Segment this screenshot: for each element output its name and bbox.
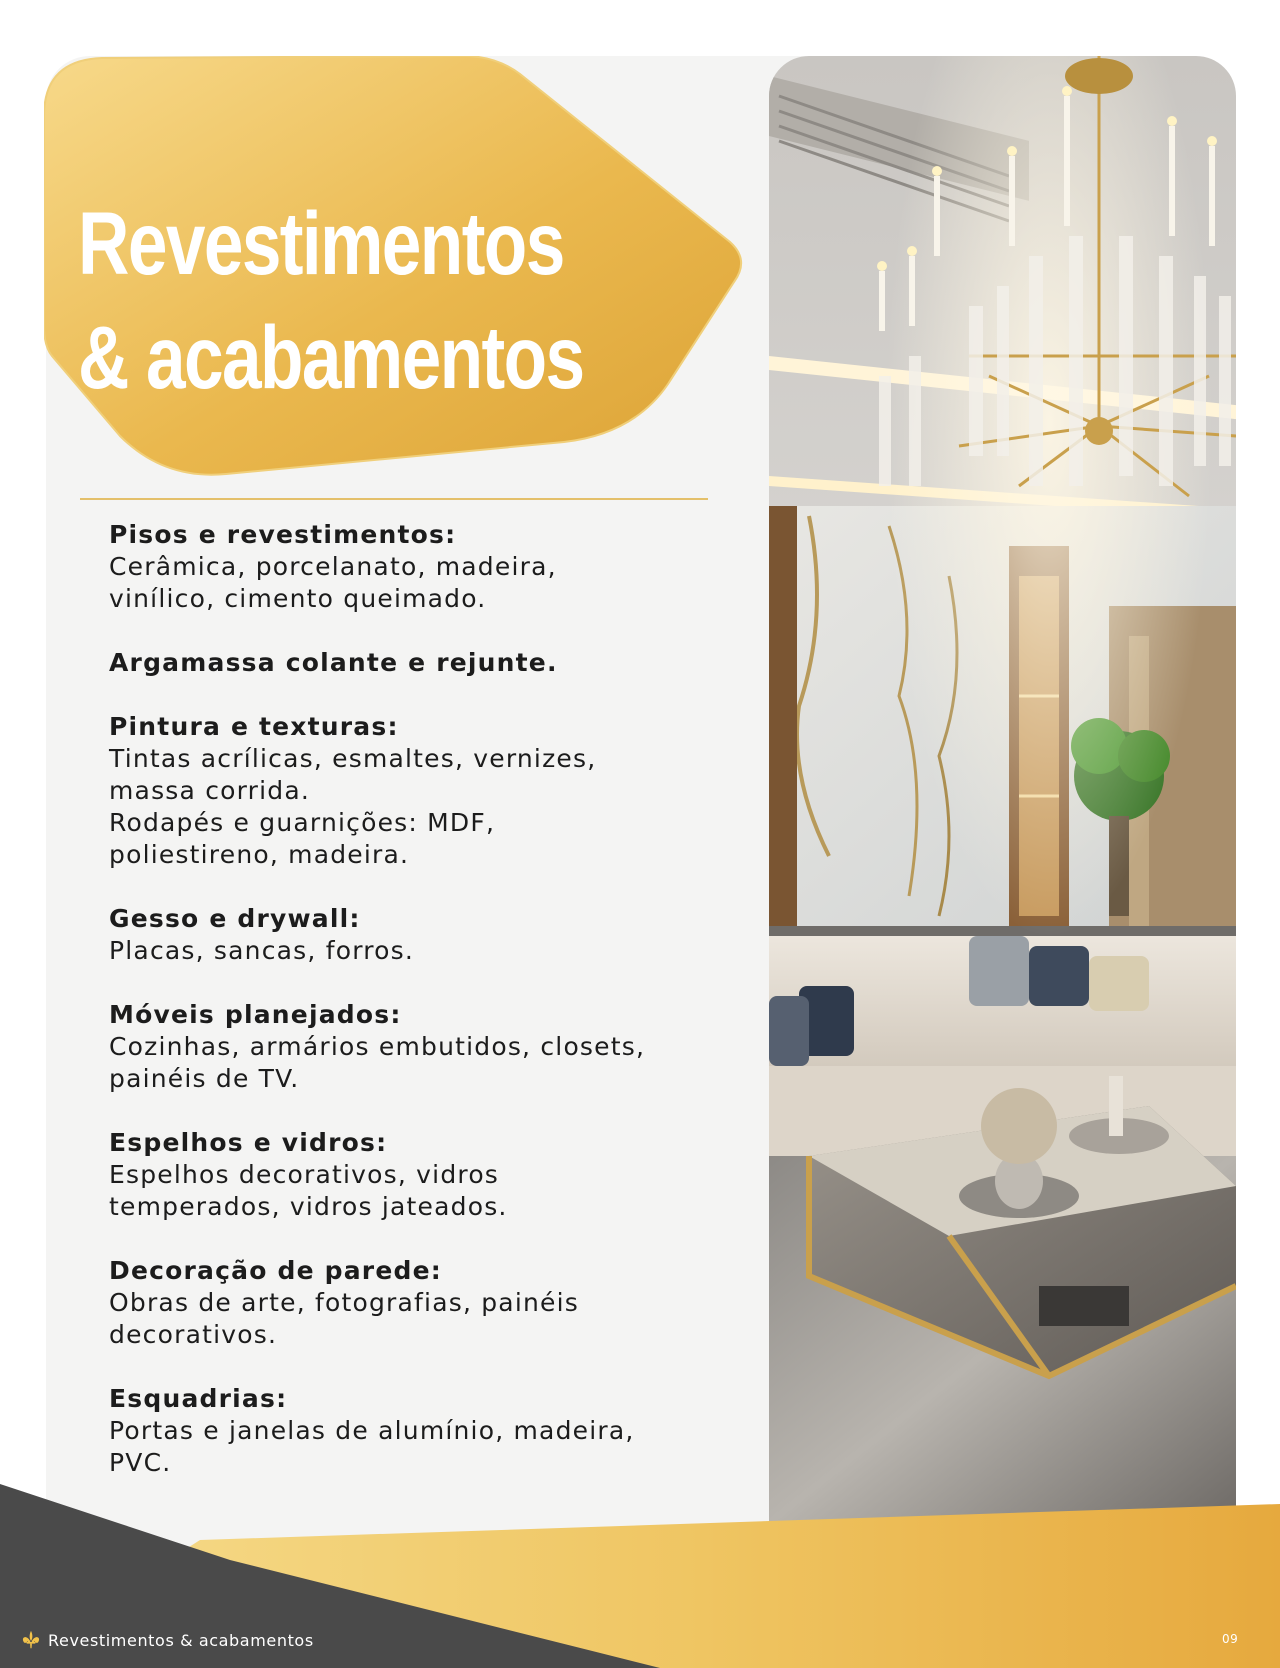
section-body-line: Portas e janelas de alumínio, madeira,: [109, 1416, 635, 1445]
section-heading: Pintura e texturas:: [109, 712, 399, 741]
section-body-line: decorativos.: [109, 1320, 278, 1349]
section-heading: Esquadrias:: [109, 1384, 288, 1413]
section-heading: Móveis planejados:: [109, 1000, 402, 1029]
title-divider: [80, 498, 708, 500]
section-espelhos: [109, 1127, 719, 1223]
living-room-photo: [769, 56, 1236, 1524]
section-body-line: Tintas acrílicas, esmaltes, vernizes,: [109, 744, 597, 773]
section-gesso: [109, 903, 719, 967]
section-heading: Decoração de parede:: [109, 1256, 442, 1285]
footer-text: Revestimentos & acabamentos: [48, 1630, 314, 1650]
section-body-line: Placas, sancas, forros.: [109, 936, 415, 965]
section-decoracao: [109, 1255, 719, 1351]
section-heading: Espelhos e vidros:: [109, 1128, 388, 1157]
section-heading: Gesso e drywall:: [109, 904, 361, 933]
fleur-de-lis-icon: [20, 1629, 42, 1651]
materials-list: [109, 519, 719, 1511]
footer-label: [20, 1628, 314, 1652]
page-number: 09: [1222, 1632, 1239, 1646]
section-body-line: Cozinhas, armários embutidos, closets,: [109, 1032, 646, 1061]
section-body-line: Espelhos decorativos, vidros: [109, 1160, 500, 1189]
section-pisos: [109, 519, 719, 615]
section-moveis: [109, 999, 719, 1095]
section-body-line: Rodapés e guarnições: MDF,: [109, 808, 496, 837]
section-argamassa: [109, 647, 719, 679]
section-body-line: painéis de TV.: [109, 1064, 300, 1093]
section-heading: Pisos e revestimentos:: [109, 520, 457, 549]
title-line-1: Revestimentos: [78, 193, 564, 293]
section-body-line: Obras de arte, fotografias, painéis: [109, 1288, 579, 1317]
section-body-line: PVC.: [109, 1448, 172, 1477]
title-line-2: & acabamentos: [78, 307, 584, 407]
section-heading: Argamassa colante e rejunte.: [109, 648, 558, 677]
section-body-line: vinílico, cimento queimado.: [109, 584, 487, 613]
section-esquadrias: [109, 1383, 719, 1479]
section-body-line: massa corrida.: [109, 776, 311, 805]
section-pintura: [109, 711, 719, 871]
page-title: [78, 186, 583, 414]
section-body-line: poliestireno, madeira.: [109, 840, 410, 869]
section-body-line: temperados, vidros jateados.: [109, 1192, 508, 1221]
section-body-line: Cerâmica, porcelanato, madeira,: [109, 552, 557, 581]
